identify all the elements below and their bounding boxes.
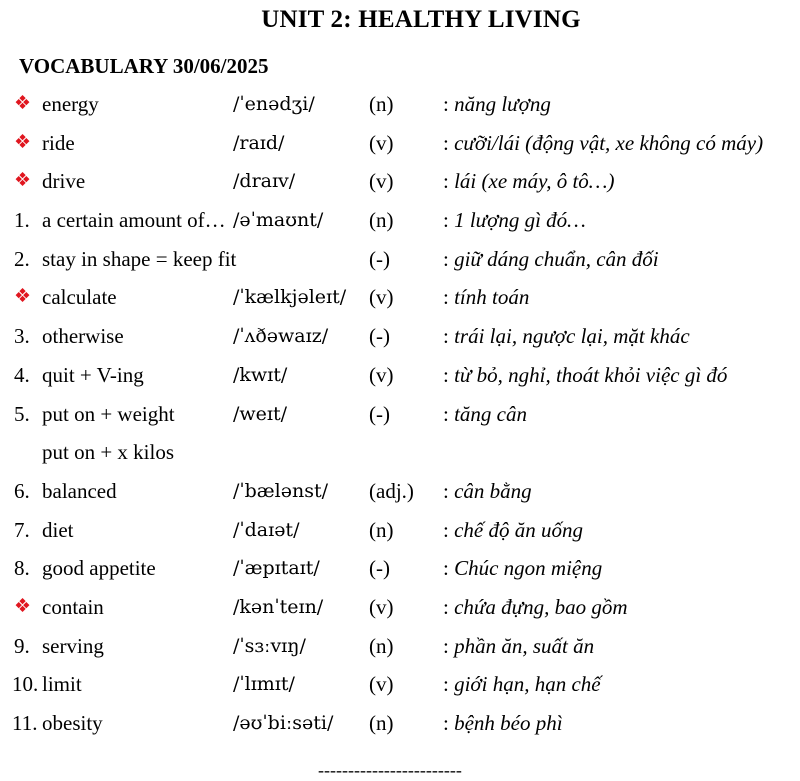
vocab-meaning bbox=[443, 278, 529, 316]
vocab-pronunciation: /kwɪt/ bbox=[233, 363, 288, 386]
vocab-pronunciation: /əʊˈbiːsəti/ bbox=[233, 712, 334, 734]
vocab-meaning bbox=[443, 317, 690, 355]
vocab-word: contain bbox=[42, 594, 104, 619]
vocab-meaning-text: năng lượng bbox=[454, 92, 551, 116]
vocab-pronunciation: /ˈsɜːvɪŋ/ bbox=[233, 634, 306, 657]
vocab-row bbox=[0, 704, 800, 743]
meaning-separator: : bbox=[443, 130, 455, 155]
vocab-part-of-speech: (v) bbox=[369, 285, 394, 310]
vocab-meaning-text: cân bằng bbox=[454, 478, 532, 503]
vocab-pronunciation: /ˈbælənst/ bbox=[233, 479, 328, 502]
meaning-separator: : bbox=[443, 517, 455, 542]
diamond-bullet-icon: ❖ bbox=[14, 170, 32, 192]
vocab-part-of-speech: (v) bbox=[369, 169, 394, 194]
vocab-pronunciation: /ˈdaɪət/ bbox=[233, 518, 300, 541]
vocab-word: energy bbox=[42, 92, 99, 116]
meaning-separator: : bbox=[443, 246, 455, 271]
meaning-separator: : bbox=[443, 711, 455, 735]
meaning-separator: : bbox=[443, 208, 455, 233]
vocab-meaning bbox=[443, 124, 763, 162]
vocab-part-of-speech: (-) bbox=[369, 324, 390, 349]
vocab-meaning-text: Chúc ngon miệng bbox=[454, 556, 603, 581]
item-number: 5. bbox=[14, 401, 30, 426]
vocab-word: serving bbox=[42, 633, 104, 658]
vocab-word: ride bbox=[42, 130, 75, 155]
vocab-meaning bbox=[443, 356, 727, 394]
item-number: 6. bbox=[14, 478, 30, 503]
vocab-pronunciation: /ˈenədʒi/ bbox=[233, 93, 315, 115]
vocab-meaning-text: chế độ ăn uống bbox=[454, 517, 583, 542]
vocab-part-of-speech: (v) bbox=[369, 130, 394, 155]
vocab-meaning bbox=[443, 162, 614, 200]
vocab-meaning bbox=[443, 201, 586, 239]
vocab-row bbox=[0, 278, 800, 317]
vocab-word: put on + x kilos bbox=[42, 440, 175, 465]
vocab-meaning bbox=[443, 511, 583, 549]
vocab-pronunciation: /draɪv/ bbox=[233, 170, 296, 193]
item-number: 10. bbox=[12, 672, 39, 697]
vocab-part-of-speech: (n) bbox=[369, 208, 394, 233]
vocab-meaning bbox=[443, 472, 532, 510]
vocab-meaning bbox=[443, 704, 563, 742]
vocab-row bbox=[0, 511, 800, 550]
vocab-row bbox=[0, 356, 800, 395]
meaning-separator: : bbox=[443, 633, 455, 658]
item-number: 11. bbox=[12, 711, 38, 735]
item-number: 8. bbox=[14, 556, 30, 581]
vocab-part-of-speech: (adj.) bbox=[369, 478, 414, 503]
vocab-pronunciation: /kənˈteɪn/ bbox=[233, 595, 324, 618]
vocab-pronunciation: /ˈlɪmɪt/ bbox=[233, 673, 295, 696]
vocab-part-of-speech: (v) bbox=[369, 672, 394, 697]
diamond-bullet-icon: ❖ bbox=[14, 595, 32, 617]
vocab-part-of-speech: (-) bbox=[369, 556, 390, 581]
vocab-meaning bbox=[443, 85, 551, 123]
vocab-word: balanced bbox=[42, 478, 117, 503]
item-number: 7. bbox=[14, 517, 30, 542]
vocab-meaning-text: chứa đựng, bao gồm bbox=[454, 594, 628, 619]
vocab-part-of-speech: (v) bbox=[369, 594, 394, 619]
vocab-part-of-speech: (n) bbox=[369, 517, 394, 542]
vocab-meaning-text: giữ dáng chuẩn, cân đối bbox=[454, 246, 659, 271]
vocab-part-of-speech: (n) bbox=[369, 92, 394, 116]
meaning-separator: : bbox=[443, 594, 455, 619]
divider-line: ------------------------ bbox=[318, 760, 462, 780]
vocab-part-of-speech: (-) bbox=[369, 401, 390, 426]
vocab-pronunciation: /raɪd/ bbox=[233, 131, 285, 154]
vocab-word: quit + V-ing bbox=[42, 362, 144, 387]
vocab-word: calculate bbox=[42, 285, 117, 310]
meaning-separator: : bbox=[443, 285, 455, 310]
vocab-meaning-text: tăng cân bbox=[454, 401, 527, 426]
meaning-separator: : bbox=[443, 362, 455, 387]
item-number: 2. bbox=[14, 246, 30, 271]
vocab-row bbox=[0, 317, 800, 356]
vocab-row bbox=[0, 201, 800, 240]
vocab-word: a certain amount of… bbox=[42, 208, 226, 233]
vocab-part-of-speech: (n) bbox=[369, 711, 394, 735]
vocab-word: drive bbox=[42, 169, 86, 194]
vocab-meaning bbox=[443, 588, 628, 626]
vocab-pronunciation: /ˈæpɪtaɪt/ bbox=[233, 557, 320, 580]
vocab-row bbox=[0, 162, 800, 201]
vocab-meaning bbox=[443, 240, 659, 278]
meaning-separator: : bbox=[443, 478, 455, 503]
vocab-word: obesity bbox=[42, 711, 103, 735]
vocab-meaning-text: 1 lượng gì đó… bbox=[454, 208, 586, 233]
vocab-word: otherwise bbox=[42, 324, 124, 349]
vocab-meaning bbox=[443, 627, 594, 665]
vocab-part-of-speech: (v) bbox=[369, 362, 394, 387]
vocab-meaning-text: trái lại, ngược lại, mặt khác bbox=[454, 324, 690, 349]
vocabulary-list bbox=[0, 85, 800, 743]
vocab-word: stay in shape = keep fit bbox=[42, 246, 237, 271]
vocab-row bbox=[0, 240, 800, 279]
vocab-meaning bbox=[443, 395, 527, 433]
diamond-bullet-icon: ❖ bbox=[14, 131, 32, 153]
vocab-meaning-text: cưỡi/lái (động vật, xe không có máy) bbox=[454, 130, 764, 155]
vocab-pronunciation: /weɪt/ bbox=[233, 402, 288, 425]
vocab-row bbox=[0, 549, 800, 588]
meaning-separator: : bbox=[443, 324, 455, 349]
meaning-separator: : bbox=[443, 401, 455, 426]
meaning-separator: : bbox=[443, 169, 455, 194]
vocab-meaning-text: bệnh béo phì bbox=[454, 711, 563, 735]
vocab-part-of-speech: (n) bbox=[369, 633, 394, 658]
vocab-row bbox=[0, 433, 800, 472]
vocab-word: diet bbox=[42, 517, 74, 542]
vocab-meaning-text: lái (xe máy, ô tô…) bbox=[454, 169, 615, 194]
vocab-word: limit bbox=[42, 672, 82, 697]
vocab-row bbox=[0, 124, 800, 163]
vocab-meaning-text: tính toán bbox=[454, 285, 530, 310]
meaning-separator: : bbox=[443, 92, 455, 116]
vocab-pronunciation: /ˈkælkjəleɪt/ bbox=[233, 286, 347, 309]
page-title: UNIT 2: HEALTHY LIVING bbox=[261, 6, 581, 33]
item-number: 9. bbox=[14, 633, 30, 658]
vocab-row bbox=[0, 665, 800, 704]
vocab-meaning-text: từ bỏ, nghỉ, thoát khỏi việc gì đó bbox=[454, 362, 728, 387]
meaning-separator: : bbox=[443, 556, 455, 581]
vocab-pronunciation: /ˈʌðəwaɪz/ bbox=[233, 325, 329, 348]
vocab-row bbox=[0, 472, 800, 511]
vocab-row bbox=[0, 627, 800, 666]
item-number: 4. bbox=[14, 362, 30, 387]
vocabulary-heading: VOCABULARY 30/06/2025 bbox=[19, 54, 269, 78]
vocab-word: put on + weight bbox=[42, 401, 175, 426]
vocab-row bbox=[0, 85, 800, 124]
vocab-word: good appetite bbox=[42, 556, 156, 581]
vocab-part-of-speech: (-) bbox=[369, 246, 390, 271]
vocab-meaning bbox=[443, 665, 601, 703]
vocab-meaning-text: phần ăn, suất ăn bbox=[454, 633, 595, 658]
item-number: 1. bbox=[14, 208, 30, 233]
vocab-meaning bbox=[443, 549, 602, 587]
vocab-row bbox=[0, 395, 800, 434]
vocab-pronunciation: /əˈmaʊnt/ bbox=[233, 209, 324, 232]
diamond-bullet-icon: ❖ bbox=[14, 286, 32, 308]
vocab-meaning-text: giới hạn, hạn chế bbox=[454, 672, 601, 697]
diamond-bullet-icon: ❖ bbox=[14, 93, 32, 114]
item-number: 3. bbox=[14, 324, 30, 349]
meaning-separator: : bbox=[443, 672, 455, 697]
vocab-row bbox=[0, 588, 800, 627]
